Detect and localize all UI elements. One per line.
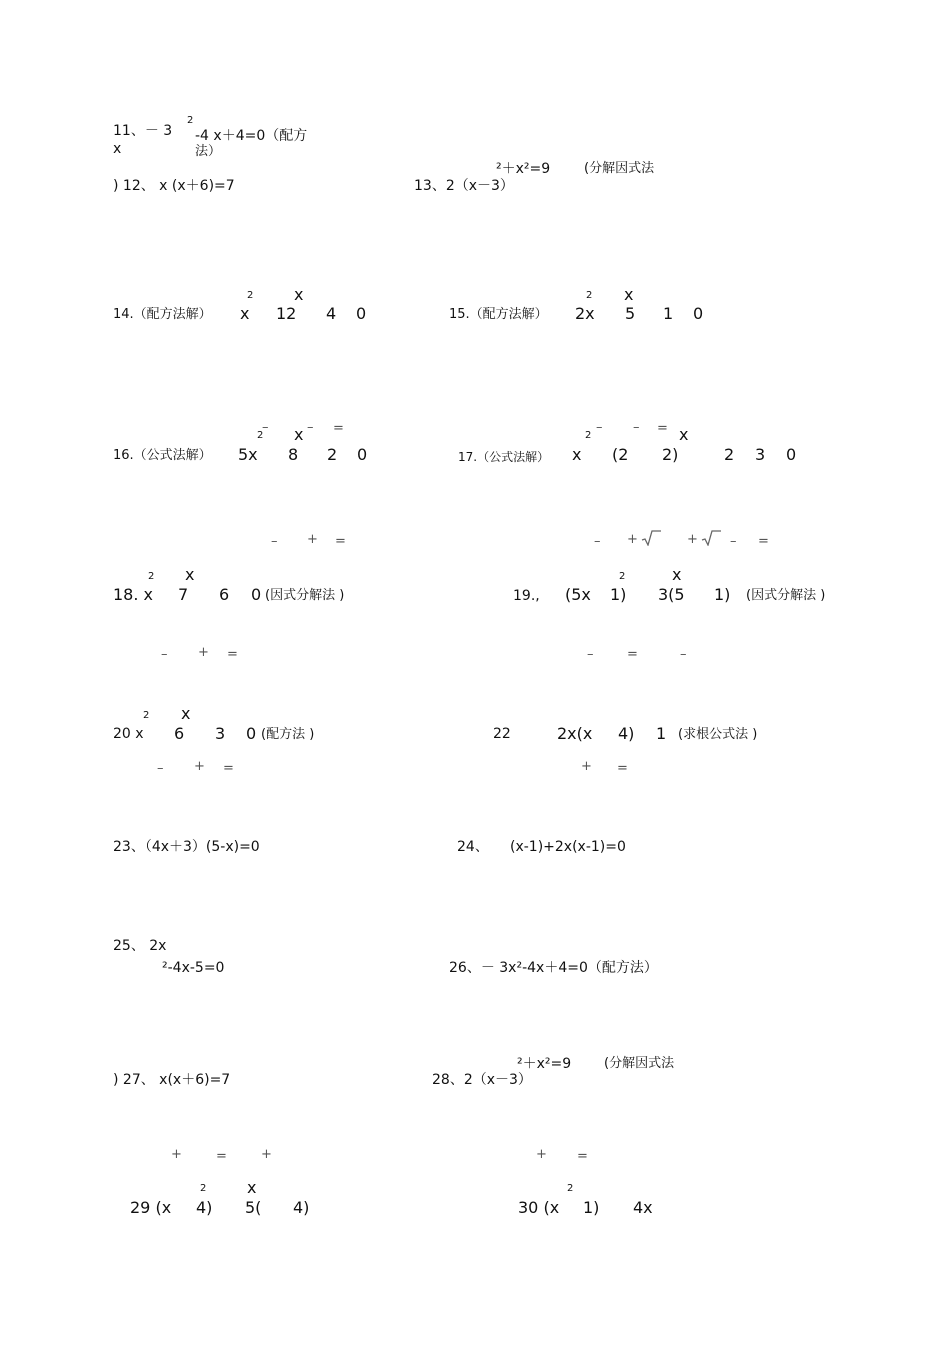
problem-29-n3: 4) [293, 1198, 310, 1217]
problem-15-label: 15.（配方法解） [449, 307, 548, 322]
problem-19-c: 3(5 [658, 585, 685, 604]
problem-20-label: 20 x [113, 726, 144, 742]
problem-16-minus1: – [262, 420, 269, 435]
problem-15-x: 2x [575, 304, 595, 323]
problem-19-op-plus2: + [687, 532, 698, 547]
problem-11-sup: 2 [187, 115, 194, 126]
problem-29-label: 29 (x [130, 1198, 172, 1217]
problem-20b-op-eq: = [223, 761, 234, 776]
problem-29-op-plus1: + [171, 1147, 182, 1162]
problem-19-a: (5x [565, 585, 591, 604]
problem-29-sup: 2 [200, 1183, 207, 1194]
problem-20-n1: 6 [174, 724, 185, 743]
problem-20-op-plus: + [198, 645, 209, 660]
problem-30-op-plus: + [536, 1147, 547, 1162]
problem-30-op-eq: = [577, 1149, 588, 1164]
problem-15-n2: 1 [663, 304, 674, 323]
sqrt-icon [641, 530, 661, 546]
problem-18-op-plus: + [307, 532, 318, 547]
problem-24: (x-1)+2x(x-1)=0 [510, 839, 626, 855]
problem-18-xtop: x [185, 565, 195, 584]
problem-17-n2: 2) [662, 445, 679, 464]
problem-16-minus2: – [307, 420, 314, 435]
problem-15-n3: 0 [693, 304, 704, 323]
problem-17-xtop: x [679, 425, 689, 444]
problem-16-xtop: x [294, 425, 304, 444]
problem-19-op-eq: = [758, 534, 769, 549]
problem-19-sup: 2 [619, 571, 626, 582]
problem-30-sup: 2 [567, 1183, 574, 1194]
problem-16-n3: 0 [357, 445, 368, 464]
problem-20-n3: 0 [246, 724, 257, 743]
problem-16-eq: = [333, 421, 344, 436]
problem-18-n2: 6 [219, 585, 230, 604]
problem-17-label: 17.（公式法解） [458, 450, 550, 464]
problem-30-n1: 1) [583, 1198, 600, 1217]
problem-20b-op-plus: + [194, 759, 205, 774]
problem-20-n2: 3 [215, 724, 226, 743]
problem-18-label: 18. x [113, 585, 153, 604]
problem-22b-op-eq: = [617, 761, 628, 776]
problem-19-method: (因式分解法 ) [746, 588, 826, 603]
problem-17-x: x [572, 445, 582, 464]
problem-13-top: ²＋x²=9 [496, 161, 551, 177]
problem-23: 23、（4x＋3）(5-x)=0 [113, 839, 260, 855]
problem-25-label: 25、 2x [113, 938, 167, 954]
problem-26: 26、－ 3x²-4x＋4=0（配方法） [449, 960, 658, 976]
problem-11-method: 法） [195, 144, 222, 159]
problem-17-n4: 3 [755, 445, 766, 464]
problem-14-x: x [240, 304, 250, 323]
problem-18-n1: 7 [178, 585, 189, 604]
problem-29-xtop: x [247, 1178, 257, 1197]
problem-13: 13、2（x－3） [414, 178, 514, 194]
problem-22-expr: 2x(x [557, 724, 593, 743]
problem-13-method: (分解因式法 [584, 161, 655, 176]
problem-18-sup: 2 [148, 571, 155, 582]
problem-16-n2: 2 [327, 445, 338, 464]
problem-20-sup: 2 [143, 710, 150, 721]
problem-20-method: (配方法 ) [261, 727, 315, 742]
problem-14-xtop: x [294, 285, 304, 304]
problem-11-x: x [113, 141, 122, 157]
problem-17-eq: = [657, 421, 668, 436]
problem-27: ) 27、 x(x＋6)=7 [113, 1072, 231, 1088]
problem-22-op-minus: – [587, 647, 594, 662]
problem-22-n2: 1 [656, 724, 667, 743]
problem-19-op-minus: – [594, 534, 601, 549]
problem-18-op-minus: – [271, 534, 278, 549]
problem-24-label: 24、 [457, 839, 489, 855]
problem-18-method: (因式分解法 ) [265, 588, 345, 603]
problem-22-label: 22 [493, 726, 511, 742]
sqrt-icon [701, 530, 721, 546]
problem-16-label: 16.（公式法解） [113, 448, 212, 463]
problem-14-n1: 12 [276, 304, 297, 323]
problem-14-sup: 2 [247, 290, 254, 301]
problem-29-n2: 5( [245, 1198, 262, 1217]
problem-20-op-eq: = [227, 647, 238, 662]
problem-11-equation: -4 x＋4=0（配方 [195, 128, 308, 144]
problem-20-op-minus: – [161, 647, 168, 662]
problem-22-op-eq: = [627, 647, 638, 662]
problem-14-n3: 0 [356, 304, 367, 323]
problem-19-d: 1) [714, 585, 731, 604]
problem-17-n1: (2 [612, 445, 629, 464]
problem-19-op-minus2: – [730, 534, 737, 549]
problem-22-method: (求根公式法 ) [678, 727, 758, 742]
problem-29-op-eq: = [216, 1149, 227, 1164]
problem-28-method: (分解因式法 [604, 1056, 675, 1071]
problem-15-xtop: x [624, 285, 634, 304]
problem-29-op-plus2: + [261, 1147, 272, 1162]
problem-19-b: 1) [610, 585, 627, 604]
problem-17-minus1: – [596, 420, 603, 435]
problem-19-xtop: x [672, 565, 682, 584]
problem-14-n2: 4 [326, 304, 337, 323]
problem-22-op-minus2: – [680, 647, 687, 662]
problem-17-n5: 0 [786, 445, 797, 464]
problem-17-n3: 2 [724, 445, 735, 464]
problem-14-label: 14.（配方法解） [113, 307, 212, 322]
problem-17-sup: 2 [585, 430, 592, 441]
problem-22b-op-plus: + [581, 759, 592, 774]
problem-28-top: ²＋x²=9 [517, 1056, 572, 1072]
problem-19-label: 19., [513, 588, 540, 604]
problem-16-n1: 8 [288, 445, 299, 464]
problem-16-sup: 2 [257, 430, 264, 441]
problem-11-label: 11、－ 3 [113, 123, 173, 139]
problem-30-n2: 4x [633, 1198, 653, 1217]
problem-19-op-plus1: + [627, 532, 638, 547]
problem-18-n3: 0 [251, 585, 262, 604]
problem-25-equation: ²-4x-5=0 [162, 960, 225, 976]
problem-15-n1: 5 [625, 304, 636, 323]
problem-20b-op-minus: – [157, 761, 164, 776]
problem-20-xtop: x [181, 704, 191, 723]
problem-15-sup: 2 [586, 290, 593, 301]
problem-29-n1: 4) [196, 1198, 213, 1217]
problem-22-n1: 4) [618, 724, 635, 743]
problem-17-minus2: – [633, 420, 640, 435]
problem-28: 28、2（x－3） [432, 1072, 532, 1088]
problem-18-op-eq: = [335, 534, 346, 549]
problem-30-label: 30 (x [518, 1198, 560, 1217]
problem-12: ) 12、 x (x＋6)=7 [113, 178, 235, 194]
problem-16-x: 5x [238, 445, 258, 464]
